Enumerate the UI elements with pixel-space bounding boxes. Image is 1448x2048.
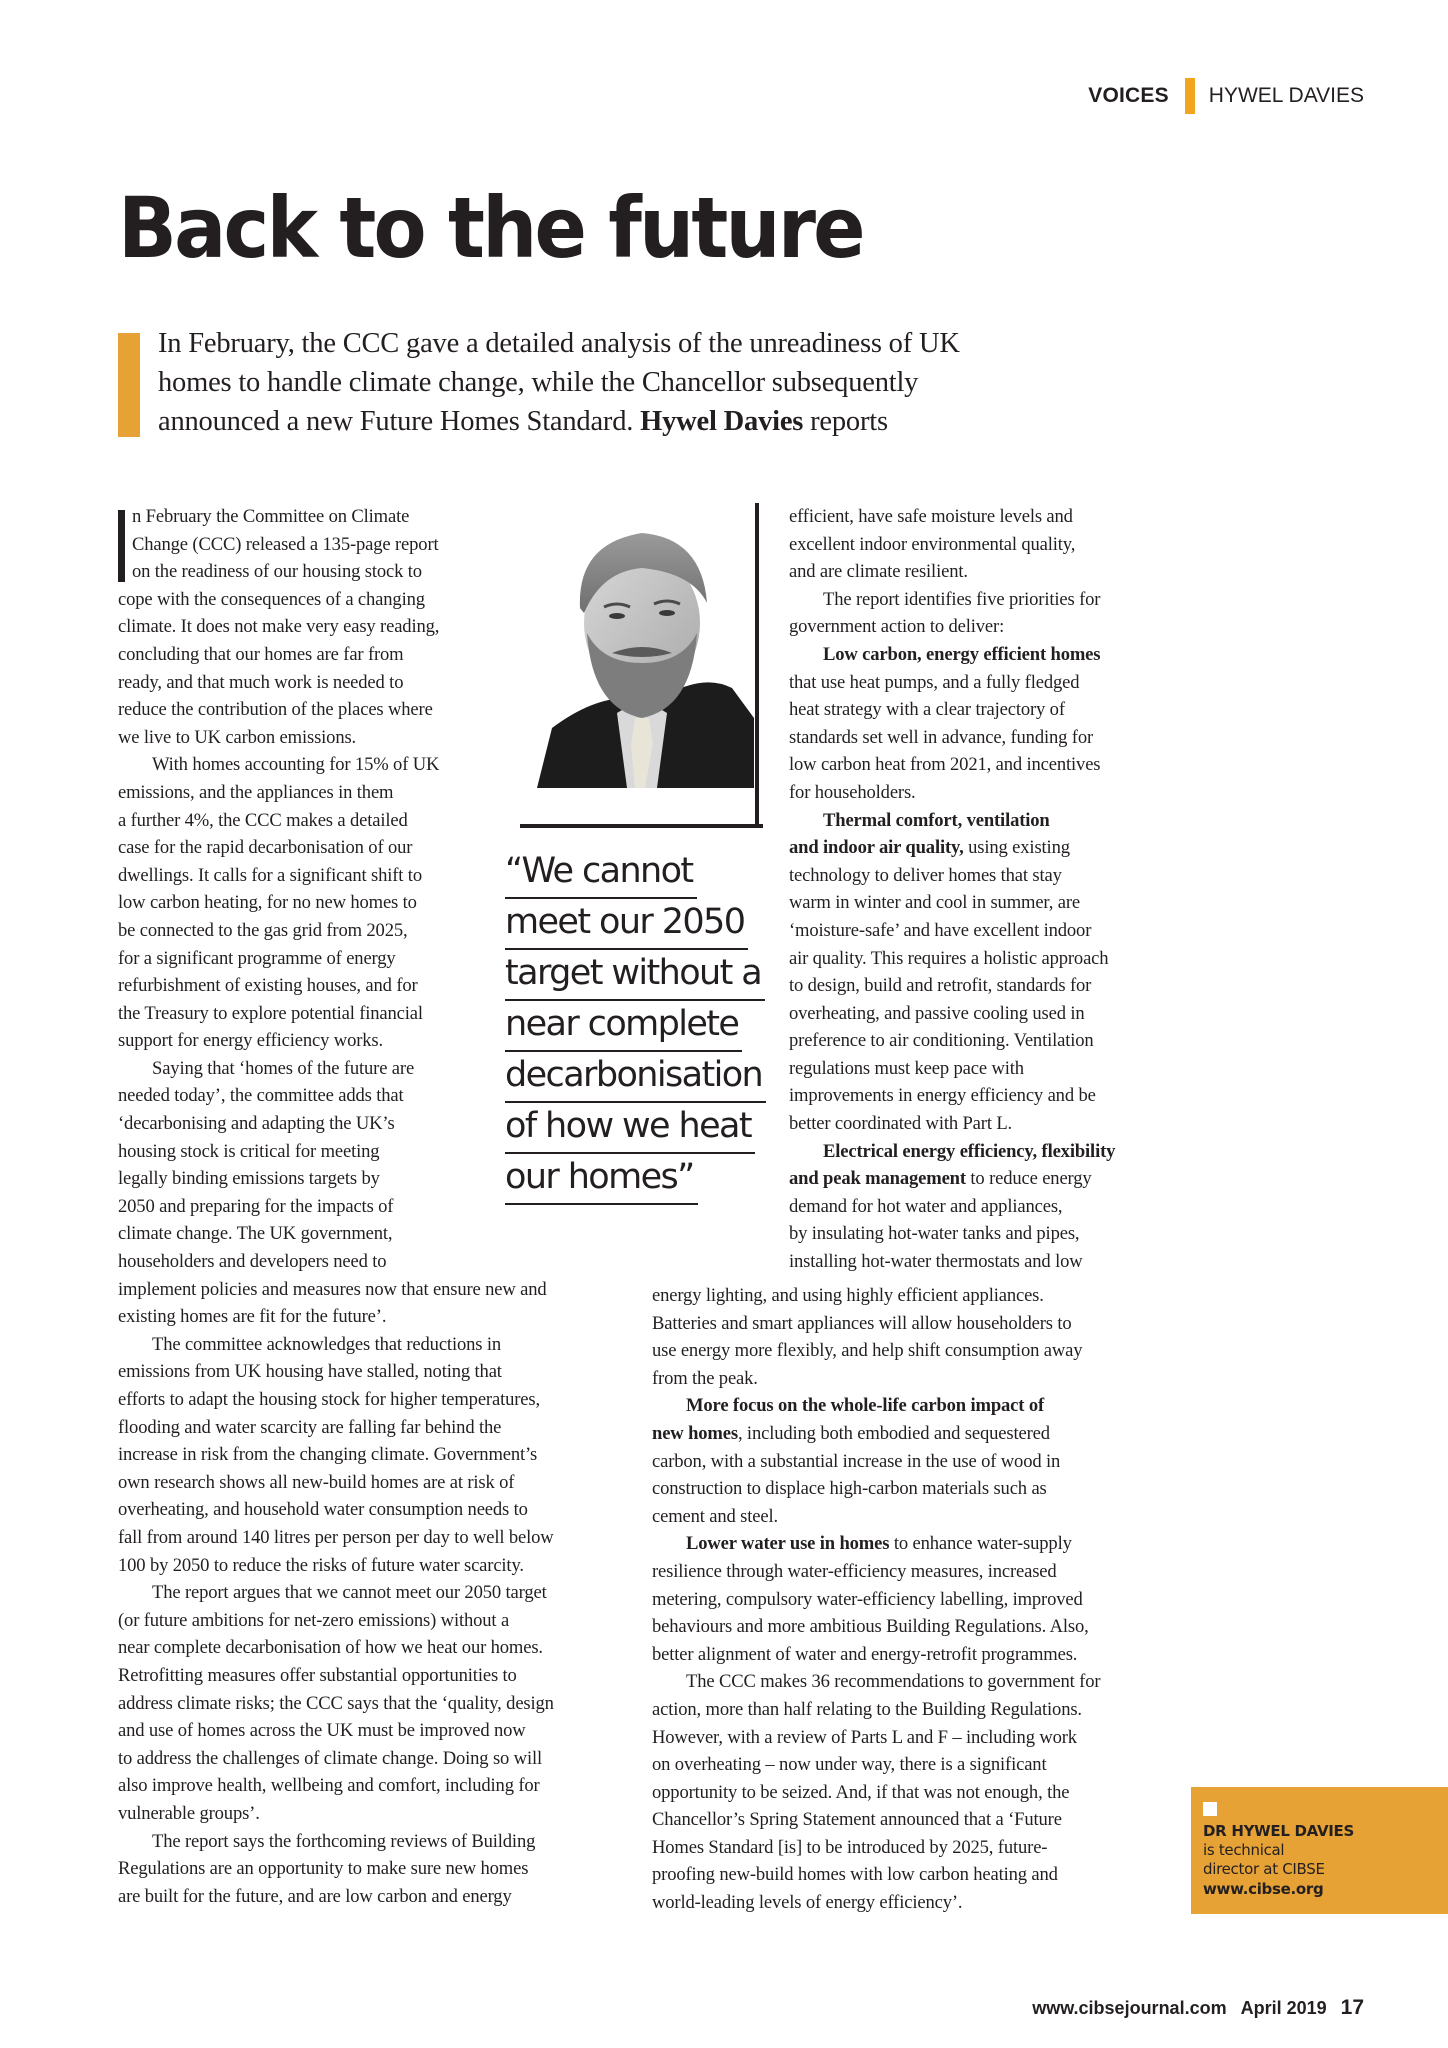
body-line: The CCC makes 36 recommendations to government for bbox=[686, 1671, 1101, 1693]
body-line: cope with the consequences of a changing bbox=[118, 588, 425, 610]
body-line: opportunity to be seized. And, if that was not enough, the bbox=[652, 1781, 1070, 1803]
body-line: and are climate resilient. bbox=[789, 561, 968, 583]
body-line: we live to UK carbon emissions. bbox=[118, 726, 357, 748]
body-line: action, more than half relating to the Building Regulations. bbox=[652, 1698, 1082, 1720]
standfirst bbox=[158, 324, 1138, 441]
body-line: Regulations are an opportunity to make sure new homes bbox=[118, 1858, 529, 1880]
body-line: The report argues that we cannot meet our 2050 target bbox=[152, 1582, 547, 1604]
body-line: by insulating hot-water tanks and pipes, bbox=[789, 1223, 1080, 1245]
body-line: flooding and water scarcity are falling far behind the bbox=[118, 1416, 502, 1438]
body-line: ‘decarbonising and adapting the UK’s bbox=[118, 1113, 395, 1135]
body-line: climate. It does not make very easy reading, bbox=[118, 616, 440, 638]
priority-heading: Electrical energy efficiency, flexibility bbox=[823, 1140, 1116, 1162]
body-line: technology to deliver homes that stay bbox=[789, 864, 1062, 886]
section-label: VOICES bbox=[1088, 84, 1169, 107]
body-line: that use heat pumps, and a fully fledged bbox=[789, 671, 1080, 693]
body-line: fall from around 140 litres per person per day to well below bbox=[118, 1526, 554, 1548]
priority-heading: Thermal comfort, ventilation bbox=[823, 809, 1050, 831]
body-line: 100 by 2050 to reduce the risks of future water scarcity. bbox=[118, 1554, 524, 1576]
body-line: better alignment of water and energy-retrofit programmes. bbox=[652, 1643, 1078, 1665]
bio-square-icon bbox=[1203, 1802, 1217, 1816]
body-line: Saying that ‘homes of the future are bbox=[152, 1057, 415, 1079]
body-line: government action to deliver: bbox=[789, 616, 1005, 638]
body-line: also improve health, wellbeing and comfort, including for bbox=[118, 1775, 540, 1797]
photo-rule-horizontal bbox=[520, 824, 763, 828]
body-line: use energy more flexibly, and help shift consumption away bbox=[652, 1340, 1083, 1362]
body-line: 2050 and preparing for the impacts of bbox=[118, 1195, 394, 1217]
body-line: The report says the forthcoming reviews of Building bbox=[152, 1830, 536, 1852]
body-line: refurbishment of existing houses, and for bbox=[118, 975, 418, 997]
body-line: Retrofitting measures offer substantial opportunities to bbox=[118, 1664, 517, 1686]
pull-quote-line: our homes” bbox=[505, 1154, 698, 1205]
body-line: to design, build and retrofit, standards for bbox=[789, 975, 1092, 997]
body-line: Batteries and smart appliances will allow householders to bbox=[652, 1312, 1072, 1334]
body-column-wide bbox=[652, 1282, 1100, 1917]
body-line: and peak management to reduce energy bbox=[789, 1168, 1092, 1190]
body-line: needed today’, the committee adds that bbox=[118, 1085, 404, 1107]
body-line: dwellings. It calls for a significant shift to bbox=[118, 864, 422, 886]
body-line: Chancellor’s Spring Statement announced that a ‘Future bbox=[652, 1809, 1062, 1831]
page-footer bbox=[1032, 1996, 1364, 2020]
body-line: on overheating – now under way, there is a significant bbox=[652, 1754, 1047, 1776]
body-line: installing hot-water thermostats and low bbox=[789, 1251, 1083, 1273]
body-line: housing stock is critical for meeting bbox=[118, 1140, 380, 1162]
body-line: address climate risks; the CCC says that the ‘quality, design bbox=[118, 1692, 554, 1714]
body-line: metering, compulsory water-efficiency labelling, improved bbox=[652, 1588, 1083, 1610]
body-line: a further 4%, the CCC makes a detailed bbox=[118, 809, 408, 831]
body-line: air quality. This requires a holistic approach bbox=[789, 947, 1109, 969]
body-line: near complete decarbonisation of how we heat our homes. bbox=[118, 1637, 543, 1659]
page-number: 17 bbox=[1340, 1996, 1364, 2019]
header-accent-bar bbox=[1185, 78, 1195, 114]
byline: Hywel Davies bbox=[640, 406, 804, 437]
portrait-photo-icon bbox=[532, 513, 757, 788]
body-line: case for the rapid decarbonisation of our bbox=[118, 837, 413, 859]
header-author: HYWEL DAVIES bbox=[1208, 84, 1364, 107]
priority-heading: Low carbon, energy efficient homes bbox=[823, 643, 1101, 665]
body-column-1 bbox=[118, 503, 554, 1910]
body-line: new homes, including both embodied and sequestered bbox=[652, 1422, 1050, 1444]
body-line: on the readiness of our housing stock to bbox=[132, 561, 422, 583]
body-line: ‘moisture-safe’ and have excellent indoor bbox=[789, 919, 1092, 941]
author-bio-box bbox=[1191, 1787, 1448, 1914]
body-line: However, with a review of Parts L and F – including work bbox=[652, 1726, 1077, 1748]
body-line: construction to displace high-carbon materials such as bbox=[652, 1478, 1047, 1500]
body-line: cement and steel. bbox=[652, 1505, 778, 1527]
photo-rule-vertical bbox=[755, 503, 759, 828]
body-line: demand for hot water and appliances, bbox=[789, 1195, 1063, 1217]
pull-quote-line: meet our 2050 bbox=[505, 899, 748, 950]
body-column-3 bbox=[789, 503, 1115, 1276]
body-line: energy lighting, and using highly efficient appliances. bbox=[652, 1285, 1044, 1306]
body-line: legally binding emissions targets by bbox=[118, 1168, 380, 1190]
body-line: increase in risk from the changing climate. Government’s bbox=[118, 1444, 538, 1466]
bio-url-link[interactable]: www.cibse.org bbox=[1203, 1880, 1324, 1898]
body-line: overheating, and household water consumption needs to bbox=[118, 1499, 528, 1521]
body-line: Change (CCC) released a 135-page report bbox=[132, 533, 439, 555]
body-line: implement policies and measures now that ensure new and bbox=[118, 1278, 547, 1300]
priority-heading: More focus on the whole-life carbon impact of bbox=[686, 1395, 1045, 1417]
body-line: be connected to the gas grid from 2025, bbox=[118, 919, 408, 941]
body-line: efficient, have safe moisture levels and bbox=[789, 506, 1073, 527]
bio-name: DR HYWEL DAVIES bbox=[1203, 1822, 1354, 1840]
body-line: warm in winter and cool in summer, are bbox=[789, 892, 1080, 914]
body-line: low carbon heating, for no new homes to bbox=[118, 892, 417, 914]
body-line: standards set well in advance, funding for bbox=[789, 726, 1094, 748]
body-line: carbon, with a substantial increase in the use of wood in bbox=[652, 1450, 1061, 1472]
pull-quote bbox=[505, 848, 785, 1205]
body-line: emissions, and the appliances in them bbox=[118, 781, 394, 803]
pull-quote-line: decarbonisation bbox=[505, 1052, 766, 1103]
body-line: world-leading levels of energy efficiency’. bbox=[652, 1892, 963, 1914]
footer-date: April 2019 bbox=[1240, 1998, 1327, 2018]
body-line: resilience through water-efficiency measures, increased bbox=[652, 1560, 1057, 1582]
body-line: better coordinated with Part L. bbox=[789, 1113, 1013, 1135]
body-line: and indoor air quality, using existing bbox=[789, 837, 1070, 859]
priority-heading: Lower water use in homes to enhance water-supply bbox=[686, 1533, 1072, 1555]
body-line: vulnerable groups’. bbox=[118, 1802, 260, 1824]
body-line: to address the challenges of climate change. Doing so will bbox=[118, 1747, 542, 1769]
body-line: regulations must keep pace with bbox=[789, 1057, 1024, 1079]
body-line: the Treasury to explore potential financial bbox=[118, 1002, 423, 1024]
body-line: The report identifies five priorities for bbox=[823, 588, 1101, 610]
body-line: proofing new-build homes with low carbon heating and bbox=[652, 1864, 1058, 1886]
body-line: emissions from UK housing have stalled, noting that bbox=[118, 1361, 502, 1383]
body-line: ready, and that much work is needed to bbox=[118, 671, 404, 693]
body-line: low carbon heat from 2021, and incentives bbox=[789, 754, 1101, 776]
standfirst-line: announced a new Future Homes Standard. Hywel Davies reports bbox=[158, 406, 888, 437]
pull-quote-line: “We cannot bbox=[505, 848, 697, 899]
body-line: With homes accounting for 15% of UK bbox=[152, 754, 440, 776]
dropcap-i bbox=[118, 510, 125, 582]
body-line: Homes Standard [is] to be introduced by 2025, future- bbox=[652, 1836, 1048, 1858]
body-line: excellent indoor environmental quality, bbox=[789, 533, 1076, 555]
bio-role: is technical director at CIBSE bbox=[1203, 1841, 1325, 1878]
body-line: behaviours and more ambitious Building Regulations. Also, bbox=[652, 1616, 1089, 1638]
body-line: climate change. The UK government, bbox=[118, 1223, 393, 1245]
body-line: efforts to adapt the housing stock for higher temperatures, bbox=[118, 1389, 540, 1410]
body-line: (or future ambitions for net-zero emissions) without a bbox=[118, 1609, 510, 1631]
pull-quote-line: of how we heat bbox=[505, 1103, 755, 1154]
running-header bbox=[1088, 78, 1364, 114]
pull-quote-line: target without a bbox=[505, 950, 765, 1001]
body-line: are built for the future, and are low carbon and energy bbox=[118, 1885, 512, 1907]
body-line: improvements in energy efficiency and be bbox=[789, 1085, 1096, 1107]
standfirst-accent-bar bbox=[118, 333, 140, 437]
body-line: for householders. bbox=[789, 781, 916, 803]
body-line: preference to air conditioning. Ventilation bbox=[789, 1030, 1094, 1052]
body-line: heat strategy with a clear trajectory of bbox=[789, 699, 1065, 721]
pull-quote-line: near complete bbox=[505, 1001, 742, 1052]
body-line: support for energy efficiency works. bbox=[118, 1030, 383, 1052]
body-line: reduce the contribution of the places where bbox=[118, 699, 433, 721]
body-line: The committee acknowledges that reductions in bbox=[152, 1333, 502, 1355]
author-photo-frame bbox=[505, 503, 759, 828]
body-line: existing homes are fit for the future’. bbox=[118, 1306, 387, 1328]
body-line: and use of homes across the UK must be improved now bbox=[118, 1720, 526, 1742]
body-line: concluding that our homes are far from bbox=[118, 643, 404, 665]
body-line: from the peak. bbox=[652, 1367, 758, 1389]
standfirst-line: homes to handle climate change, while the Chancellor subsequently bbox=[158, 367, 919, 398]
body-line: overheating, and passive cooling used in bbox=[789, 1002, 1085, 1024]
body-line: for a significant programme of energy bbox=[118, 947, 396, 969]
footer-url-link[interactable]: www.cibsejournal.com bbox=[1032, 1998, 1227, 2018]
standfirst-line: In February, the CCC gave a detailed analysis of the unreadiness of UK bbox=[158, 328, 960, 359]
body-line: householders and developers need to bbox=[118, 1251, 387, 1273]
body-line: n February the Committee on Climate bbox=[132, 506, 410, 527]
body-line: own research shows all new-build homes are at risk of bbox=[118, 1471, 515, 1493]
article-title: Back to the future bbox=[118, 179, 863, 277]
